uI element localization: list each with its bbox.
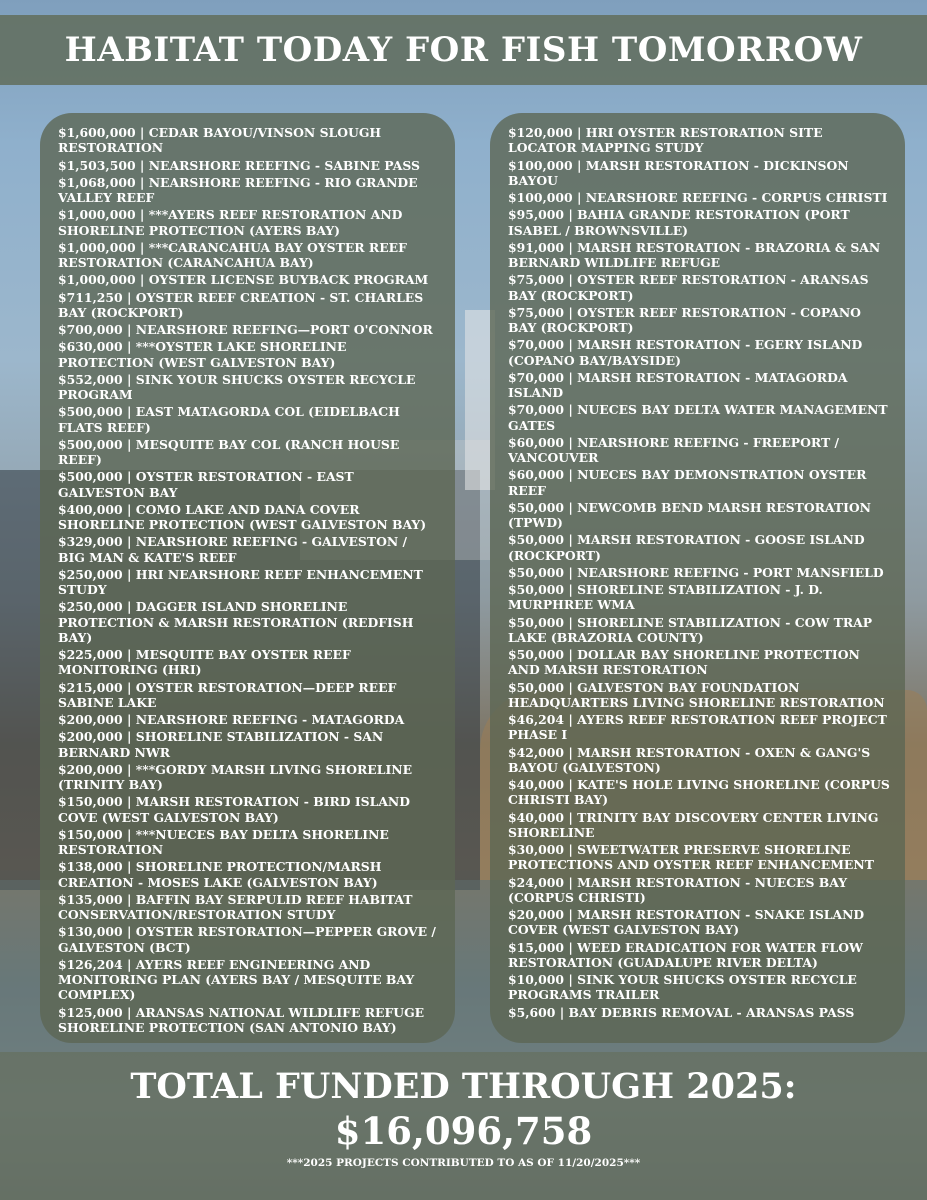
- project-item: $10,000 | SINK YOUR SHUCKS OYSTER RECYCLE PROGRAMS TRAILER: [508, 972, 857, 1003]
- project-item: $1,000,000 | OYSTER LICENSE BUYBACK PROGRAM: [58, 272, 429, 288]
- project-item: $500,000 | EAST MATAGORDA COL (EIDELBACH FLATS REEF): [58, 404, 400, 435]
- project-item: $130,000 | OYSTER RESTORATION—PEPPER GROVE / GALVESTON (BCT): [58, 924, 436, 955]
- project-item: $1,068,000 | NEARSHORE REEFING - RIO GRANDE VALLEY REEF: [58, 174, 418, 205]
- project-item: $250,000 | HRI NEARSHORE REEF ENHANCEMENT STUDY: [58, 566, 423, 598]
- project-item: $91,000 | MARSH RESTORATION - BRAZORIA & SAN BERNARD WILDLIFE REFUGE: [508, 239, 881, 270]
- project-item: $60,000 | NEARSHORE REEFING - FREEPORT / VANCOUVER: [508, 434, 840, 465]
- project-item: $329,000 | NEARSHORE REEFING - GALVESTON / BIG MAN & KATE'S REEF: [58, 534, 408, 565]
- project-item: $50,000 | SHORELINE STABILIZATION - COW TRAP LAKE (BRAZORIA COUNTY): [508, 614, 873, 645]
- project-item: $200,000 | SHORELINE STABILIZATION - SAN BERNARD NWR: [58, 729, 384, 760]
- project-item: $70,000 | MARSH RESTORATION - EGERY ISLAND (COPANO BAY/BAYSIDE): [508, 337, 863, 368]
- project-item: $70,000 | NUECES BAY DELTA WATER MANAGEMENT GATES: [508, 402, 888, 433]
- project-item: $50,000 | DOLLAR BAY SHORELINE PROTECTION AND MARSH RESTORATION: [508, 647, 860, 678]
- footnote: ***2025 PROJECTS CONTRIBUTED TO AS OF 11/20/2025***: [286, 1157, 641, 1169]
- project-item: $500,000 | MESQUITE BAY COL (RANCH HOUSE REEF): [58, 436, 400, 468]
- right-project-list: [508, 125, 893, 1022]
- project-item: $42,000 | MARSH RESTORATION - OXEN & GANG'S BAYOU (GALVESTON): [508, 744, 871, 775]
- left-project-list: [58, 125, 438, 1037]
- project-item: $1,000,000 | ***AYERS REEF RESTORATION AND SHORELINE PROTECTION (AYERS BAY): [58, 207, 403, 238]
- project-item: $60,000 | NUECES BAY DEMONSTRATION OYSTER REEF: [508, 467, 867, 498]
- project-item: $138,000 | SHORELINE PROTECTION/MARSH CREATION - MOSES LAKE (GALVESTON BAY): [58, 859, 382, 890]
- project-item: $50,000 | GALVESTON BAY FOUNDATION HEADQUARTERS LIVING SHORELINE RESTORATION: [508, 679, 885, 710]
- project-item: $150,000 | MARSH RESTORATION - BIRD ISLAND COVE (WEST GALVESTON BAY): [58, 794, 411, 825]
- project-item: $95,000 | BAHIA GRANDE RESTORATION (PORT ISABEL / BROWNSVILLE): [508, 207, 850, 238]
- project-item: $126,204 | AYERS REEF ENGINEERING AND MONITORING PLAN (AYERS BAY / MESQUITE BAY COMPLEX): [58, 956, 415, 1003]
- project-item: $125,000 | ARANSAS NATIONAL WILDLIFE REFUGE SHORELINE PROTECTION (SAN ANTONIO BAY): [58, 1004, 425, 1035]
- project-item: $50,000 | MARSH RESTORATION - GOOSE ISLAND (ROCKPORT): [508, 532, 865, 563]
- project-item: $630,000 | ***OYSTER LAKE SHORELINE PROTECTION (WEST GALVESTON BAY): [58, 339, 347, 370]
- page-title: HABITAT TODAY FOR FISH TOMORROW: [64, 30, 863, 70]
- project-item: $120,000 | HRI OYSTER RESTORATION SITE LOCATOR MAPPING STUDY: [508, 125, 823, 156]
- project-item: $70,000 | MARSH RESTORATION - MATAGORDA ISLAND: [508, 369, 848, 400]
- project-item: $225,000 | MESQUITE BAY OYSTER REEF MONITORING (HRI): [58, 647, 351, 678]
- project-item: $135,000 | BAFFIN BAY SERPULID REEF HABITAT CONSERVATION/RESTORATION STUDY: [58, 891, 413, 923]
- project-item: $5,600 | BAY DEBRIS REMOVAL - ARANSAS PASS: [508, 1004, 855, 1020]
- project-item: $75,000 | OYSTER REEF RESTORATION - ARANSAS BAY (ROCKPORT): [508, 272, 869, 303]
- project-item: $100,000 | MARSH RESTORATION - DICKINSON BAYOU: [508, 157, 849, 188]
- project-item: $215,000 | OYSTER RESTORATION—DEEP REEF SABINE LAKE: [58, 679, 397, 710]
- project-item: $200,000 | ***GORDY MARSH LIVING SHORELINE (TRINITY BAY): [58, 761, 413, 793]
- project-item: $100,000 | NEARSHORE REEFING - CORPUS CHRISTI: [508, 190, 888, 205]
- project-item: $552,000 | SINK YOUR SHUCKS OYSTER RECYCLE PROGRAM: [58, 371, 416, 403]
- project-item: $40,000 | KATE'S HOLE LIVING SHORELINE (CORPUS CHRISTI BAY): [508, 777, 890, 808]
- total-funded-amount: $16,096,758: [334, 1109, 593, 1153]
- project-item: $40,000 | TRINITY BAY DISCOVERY CENTER LIVING SHORELINE: [508, 809, 879, 840]
- project-item: $50,000 | NEARSHORE REEFING - PORT MANSFIELD: [508, 564, 884, 580]
- project-item: $1,503,500 | NEARSHORE REEFING - SABINE PASS: [58, 157, 420, 173]
- project-item: $50,000 | SHORELINE STABILIZATION - J. D. MURPHREE WMA: [508, 582, 823, 613]
- project-item: $75,000 | OYSTER REEF RESTORATION - COPANO BAY (ROCKPORT): [508, 304, 861, 335]
- project-item: $1,000,000 | ***CARANCAHUA BAY OYSTER REEF RESTORATION (CARANCAHUA BAY): [58, 239, 407, 270]
- project-item: $500,000 | OYSTER RESTORATION - EAST GALVESTON BAY: [58, 469, 354, 500]
- project-item: $46,204 | AYERS REEF RESTORATION REEF PROJECT PHASE I: [508, 712, 887, 743]
- project-item: $50,000 | NEWCOMB BEND MARSH RESTORATION (TPWD): [508, 499, 871, 530]
- project-item: $200,000 | NEARSHORE REEFING - MATAGORDA: [58, 712, 405, 728]
- project-item: $711,250 | OYSTER REEF CREATION - ST. CHARLES BAY (ROCKPORT): [58, 289, 424, 320]
- project-item: $30,000 | SWEETWATER PRESERVE SHORELINE PROTECTIONS AND OYSTER REEF ENHANCEMENT: [508, 842, 874, 873]
- project-item: $15,000 | WEED ERADICATION FOR WATER FLOW RESTORATION (GUADALUPE RIVER DELTA): [508, 939, 863, 970]
- project-item: $700,000 | NEARSHORE REEFING—PORT O'CONNOR: [58, 322, 433, 338]
- project-item: $400,000 | COMO LAKE AND DANA COVER SHORELINE PROTECTION (WEST GALVESTON BAY): [58, 501, 427, 533]
- total-funded-heading: TOTAL FUNDED THROUGH 2025:: [130, 1066, 797, 1107]
- project-item: $1,600,000 | CEDAR BAYOU/VINSON SLOUGH RESTORATION: [58, 125, 382, 156]
- project-item: $150,000 | ***NUECES BAY DELTA SHORELINE RESTORATION: [58, 826, 389, 858]
- project-item: $250,000 | DAGGER ISLAND SHORELINE PROTECTION & MARSH RESTORATION (REDFISH BAY): [58, 599, 414, 645]
- project-item: $24,000 | MARSH RESTORATION - NUECES BAY (CORPUS CHRISTI): [508, 874, 848, 905]
- project-item: $20,000 | MARSH RESTORATION - SNAKE ISLAND COVER (WEST GALVESTON BAY): [508, 907, 865, 938]
